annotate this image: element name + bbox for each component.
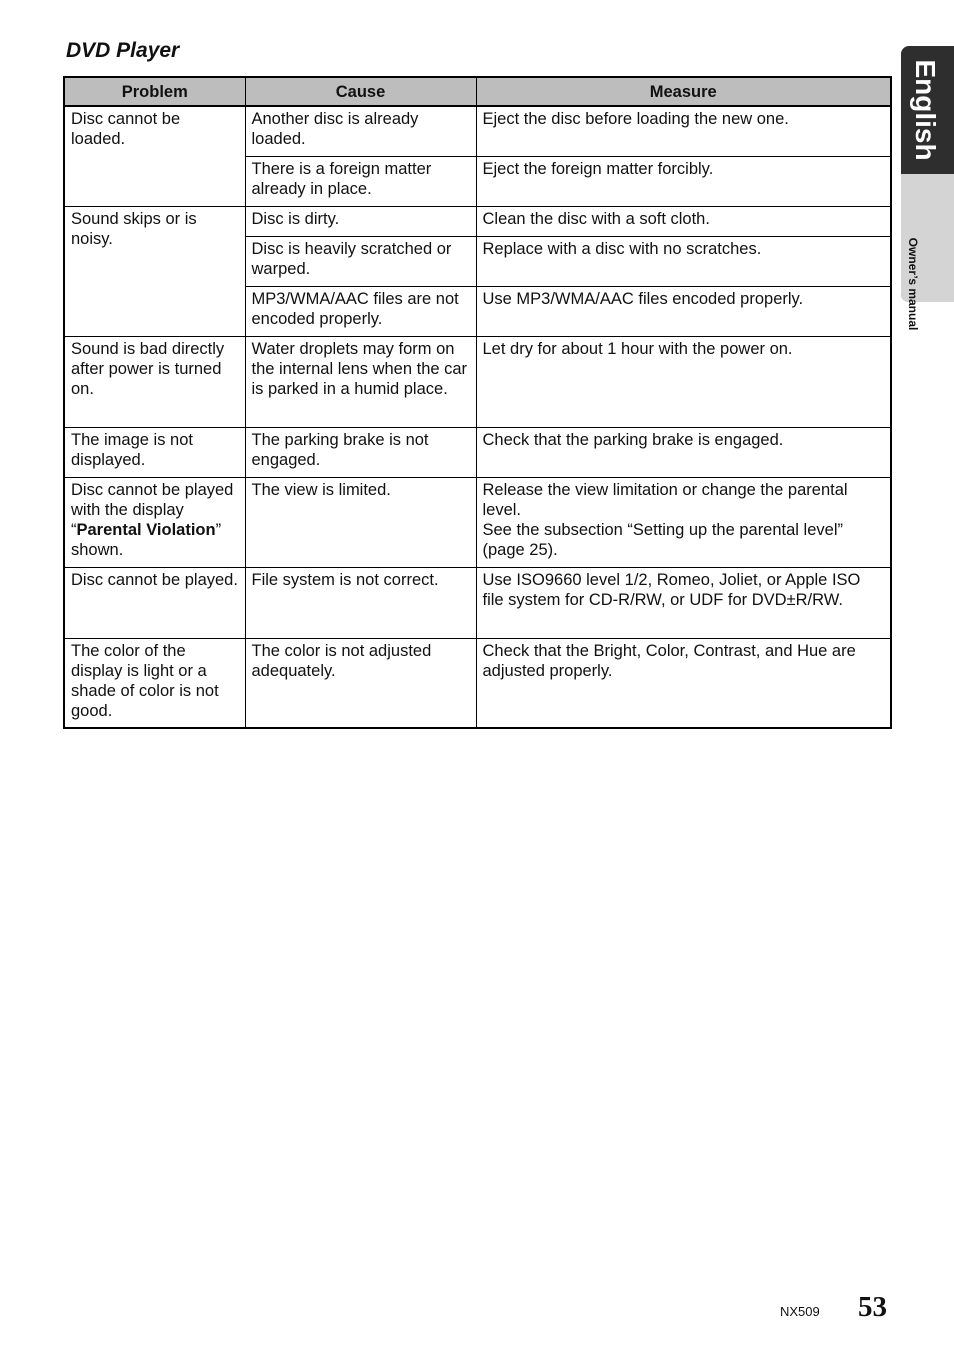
problem-cell: Sound skips or is noisy. [64,206,245,336]
cause-cell: There is a foreign matter already in place. [245,156,476,206]
troubleshooting-table [63,76,892,729]
cause-cell: The parking brake is not engaged. [245,427,476,477]
table-row [64,206,891,236]
problem-cell: Sound is bad directly after power is turned on. [64,336,245,427]
cause-cell: The view is limited. [245,477,476,567]
problem-text-after: ” shown. [71,520,222,559]
measure-cell: Eject the disc before loading the new one. [476,106,891,156]
problem-cell: The image is not displayed. [64,427,245,477]
table-header-row [64,77,891,106]
cause-cell: Disc is dirty. [245,206,476,236]
problem-text-bold: Parental Violation [76,520,216,539]
cause-cell: MP3/WMA/AAC files are not encoded properly. [245,286,476,336]
measure-cell: Use ISO9660 level 1/2, Romeo, Joliet, or Apple ISO file system for CD-R/RW, or UDF for DVD±R/RW. [476,567,891,638]
table-row [64,567,891,638]
cause-cell: Water droplets may form on the internal lens when the car is parked in a humid place. [245,336,476,427]
header-measure: Measure [476,77,891,106]
table-row [64,477,891,567]
measure-cell: Eject the foreign matter forcibly. [476,156,891,206]
cause-cell: The color is not adjusted adequately. [245,638,476,728]
page-number: 53 [858,1291,887,1323]
problem-cell: The color of the display is light or a shade of color is not good. [64,638,245,728]
measure-cell: Replace with a disc with no scratches. [476,236,891,286]
table-row [64,638,891,728]
measure-cell: Use MP3/WMA/AAC files encoded properly. [476,286,891,336]
table-row [64,427,891,477]
measure-line: Release the view limitation or change the parental level. [482,480,848,519]
problem-text-before: Disc cannot be played with the display “ [71,480,234,539]
cause-cell: Another disc is already loaded. [245,106,476,156]
measure-cell: Let dry for about 1 hour with the power on. [476,336,891,427]
side-tab-language: English [910,59,941,161]
table-row [64,336,891,427]
model-number: NX509 [780,1304,820,1319]
section-title: DVD Player [66,39,180,62]
header-cause: Cause [245,77,476,106]
cause-cell: Disc is heavily scratched or warped. [245,236,476,286]
problem-cell: Disc cannot be played. [64,567,245,638]
cause-cell: File system is not correct. [245,567,476,638]
measure-cell: Clean the disc with a soft cloth. [476,206,891,236]
side-tab-subtitle: Owner’s manual [906,237,920,331]
measure-line: See the subsection “Setting up the parental level” (page 25). [482,520,843,559]
measure-cell: Check that the parking brake is engaged. [476,427,891,477]
header-problem: Problem [64,77,245,106]
problem-cell [64,477,245,567]
language-side-tab [901,46,954,331]
table-row [64,106,891,156]
measure-cell [476,477,891,567]
measure-cell: Check that the Bright, Color, Contrast, and Hue are adjusted properly. [476,638,891,728]
problem-cell: Disc cannot be loaded. [64,106,245,206]
